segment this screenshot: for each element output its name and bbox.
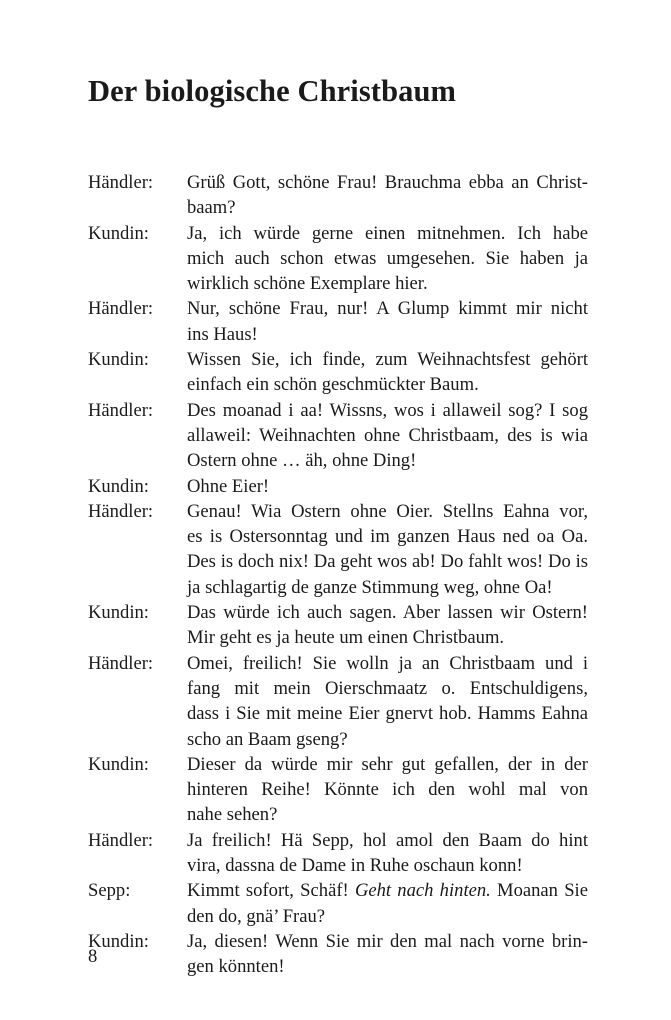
speaker-label: Händler: [88,298,154,320]
chapter-title: Der biologische Christbaum [88,74,457,108]
speech-line: wirklich schöne Exemplare hier. [187,273,428,295]
speech-text [187,398,588,474]
speech-line: den do, gnä’ Frau? [187,905,326,927]
speech-text [187,929,588,980]
speech-line: dass i Sie mit meine Eier gnervt hob. Hamms Eahna [187,703,588,725]
speech-text [187,221,588,297]
dialogue-entry [88,296,588,347]
speech-text [187,752,588,828]
speech-line: hinteren Reihe! Könnte ich den wohl mal von [187,779,588,801]
speech-fragment: Moanan Sie [497,880,588,902]
dialogue-entry [88,600,588,651]
speech-fragment: Kimmt sofort, Schäf! [187,880,349,902]
dialogue-entry [88,221,588,297]
dialogue-entry [88,398,588,474]
speech-line: ja schlagartig de ganze Stimmung weg, ohne Oa! [187,576,553,598]
speaker-label: Kundin: [88,475,149,497]
speech-line: Ja, diesen! Wenn Sie mir den mal nach vorne brin- [187,930,588,952]
dialogue-entry [88,474,588,499]
speech-text [187,828,588,879]
dialogue-entry [88,752,588,828]
speech-line: allaweil: Weihnachten ohne Christbaam, des is wia [187,424,588,446]
speech-line: vira, dassna de Dame in Ruhe oschaun konn! [187,855,523,877]
speech-line: Das würde ich auch sagen. Aber lassen wir Ostern! [187,602,588,624]
speaker-label: Kundin: [88,602,149,624]
speech-line: baam? [187,197,236,219]
speech-line: Omei, freilich! Sie wolln ja an Christbaam und i [187,652,588,674]
speech-line: Des moanad i aa! Wissns, wos i allaweil sog? I sog [187,399,588,421]
dialogue-entry [88,929,588,980]
dialogue [88,170,588,980]
speech-line: Wissen Sie, ich finde, zum Weihnachtsfest gehört [187,349,588,371]
page-number: 8 [88,946,98,967]
stage-direction: Geht nach hinten. [354,880,491,902]
speaker-label: Händler: [88,172,154,193]
speech-line: Ohne Eier! [187,475,270,497]
speech-line: Dieser da würde mir sehr gut gefallen, der in der [187,753,588,775]
dialogue-entry [88,347,588,398]
speaker-label: Händler: [88,500,154,522]
speech-text [187,878,588,929]
dialogue-entry [88,170,588,221]
speech-text [187,600,588,651]
speaker-label: Sepp: [88,880,131,902]
book-page [88,0,588,1020]
speech-line: Ostern ohne … äh, ohne Ding! [187,450,417,472]
speaker-label: Kundin: [88,349,149,371]
speech-line: Mir geht es ja heute um einen Christbaum. [187,627,505,649]
speech-text [187,170,588,221]
speech-text [187,651,588,752]
speech-line: Grüß Gott, schöne Frau! Brauchma ebba an Christ- [187,172,588,193]
speaker-label: Händler: [88,652,154,674]
dialogue-entry [88,499,588,600]
speech-line: scho an Baam gseng? [187,728,348,750]
speaker-label: Kundin: [88,930,149,952]
speech-line: Genau! Wia Ostern ohne Oier. Stellns Eahna vor, [187,500,588,522]
speaker-label: Kundin: [88,222,149,244]
speaker-label: Händler: [88,829,154,851]
dialogue-entry [88,828,588,879]
speech-line: ins Haus! [187,323,258,345]
speech-text [187,474,588,499]
speech-line: einfach ein schön geschmückter Baum. [187,374,479,396]
speech-line: Ja, ich würde gerne einen mitnehmen. Ich habe [187,222,588,244]
speech-line [187,878,588,903]
speech-line: fang mit mein Oierschmaatz o. Entschuldigens, [187,677,588,699]
dialogue-entry [88,651,588,752]
speech-line: nahe sehen? [187,804,278,826]
speaker-label: Händler: [88,399,154,421]
speech-line: Des is doch nix! Da geht wos ab! Do fahlt wos! Do is [187,551,588,573]
speech-line: Nur, schöne Frau, nur! A Glump kimmt mir nicht [187,298,588,320]
speaker-label: Kundin: [88,753,149,775]
dialogue-entry [88,878,588,929]
speech-line: gen könnten! [187,956,285,978]
speech-line: es is Ostersonntag und im ganzen Haus ned oa Oa. [187,526,588,548]
speech-line: Ja freilich! Hä Sepp, hol amol den Baam do hint [187,829,588,851]
speech-line: mich auch schon etwas umgesehen. Sie haben ja [187,247,588,269]
speech-text [187,499,588,600]
speech-text [187,296,588,347]
speech-text [187,347,588,398]
